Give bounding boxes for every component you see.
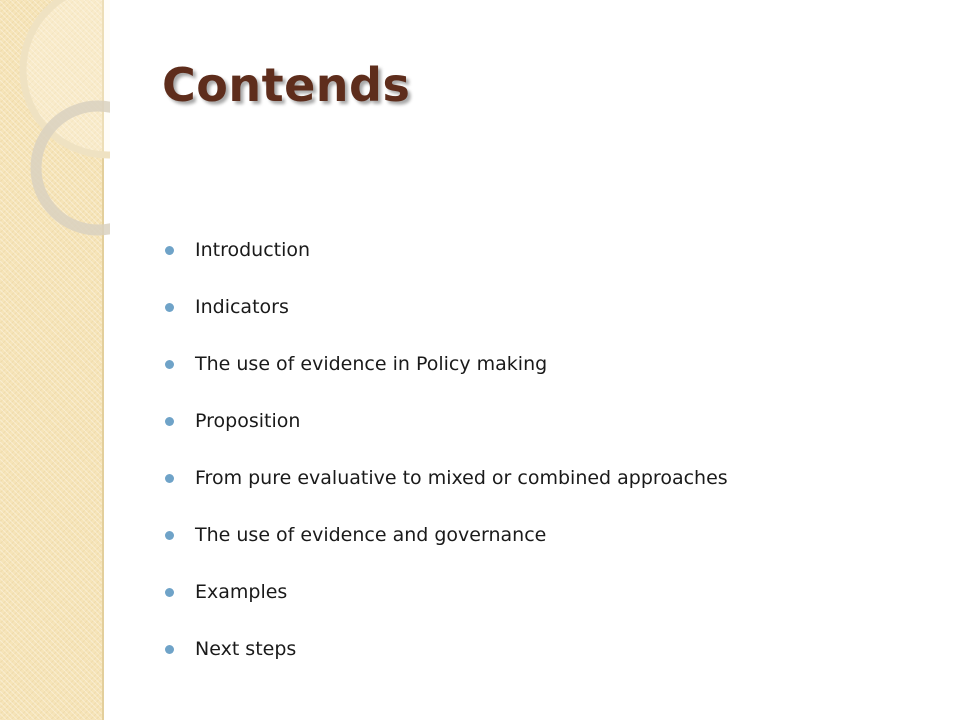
bullet-dot-icon [165, 417, 174, 426]
list-item-label: Indicators [195, 296, 289, 318]
list-item [164, 517, 924, 574]
slide-title: Contends [162, 58, 411, 112]
bullet-dot-icon [165, 645, 174, 654]
bullet-dot-icon [165, 303, 174, 312]
list-item [164, 403, 924, 460]
list-item-label: The use of evidence in Policy making [195, 353, 548, 375]
list-item-label: Next steps [195, 638, 297, 660]
list-item [164, 574, 924, 631]
list-item [164, 631, 924, 688]
decorative-rings-icon [0, 0, 110, 240]
bullet-dot-icon [165, 246, 174, 255]
contents-list [164, 232, 924, 688]
list-item [164, 232, 924, 289]
list-item-label: The use of evidence and governance [195, 524, 547, 546]
list-item-label: Introduction [195, 239, 311, 261]
large-ring-icon [23, 0, 110, 155]
list-item-label: Examples [195, 581, 288, 603]
list-item-label: Proposition [195, 410, 301, 432]
list-item [164, 460, 924, 517]
bullet-dot-icon [165, 588, 174, 597]
list-item [164, 289, 924, 346]
bullet-dot-icon [165, 474, 174, 483]
list-item [164, 346, 924, 403]
list-item-label: From pure evaluative to mixed or combined approaches [195, 467, 728, 489]
bullet-dot-icon [165, 531, 174, 540]
bullet-dot-icon [165, 360, 174, 369]
